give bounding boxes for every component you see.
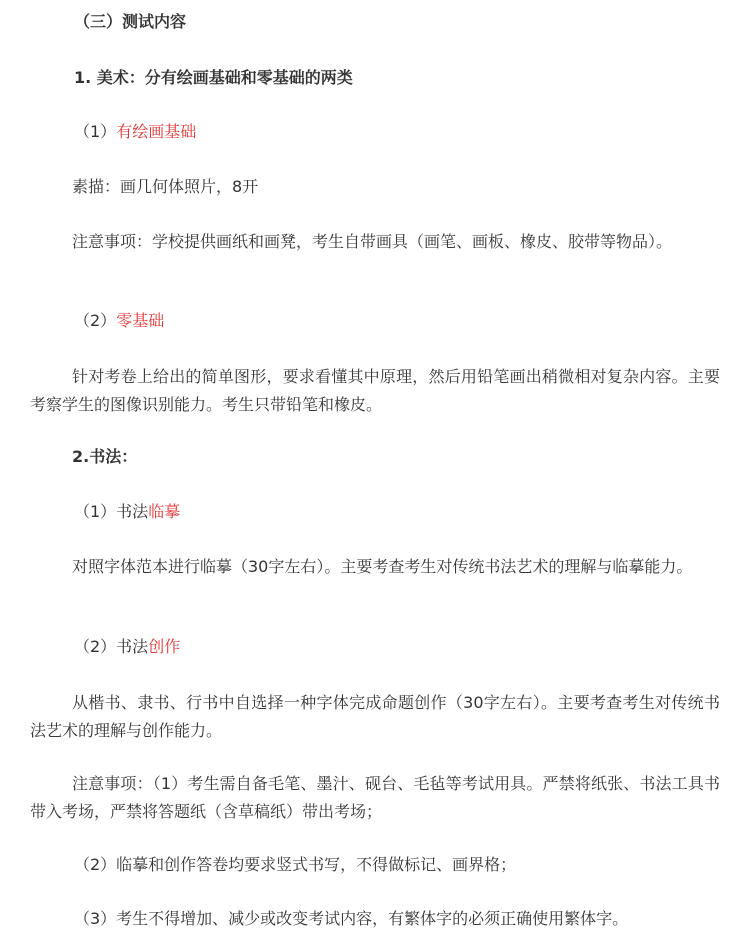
art-title: 1. 美术：分有绘画基础和零基础的两类 — [74, 68, 353, 87]
calligraphy-note2: （2）临摹和创作答卷均要求竖式书写，不得做标记、画界格； — [74, 855, 517, 874]
art-sketch: 素描：画几何体照片，8开 — [72, 177, 259, 196]
calligraphy-note3: （3）考生不得增加、减少或改变考试内容，有繁体字的必须正确使用繁体字。 — [74, 909, 629, 928]
art-sub1-highlight: 有绘画基础 — [116, 122, 197, 141]
art-sub2-prefix: （2） — [74, 311, 117, 330]
art-notes: 注意事项：学校提供画纸和画凳，考生自带画具（画笔、画板、橡皮、胶带等物品）。 — [72, 232, 673, 251]
art-zero-desc: 针对考卷上给出的简单图形，要求看懂其中原理，然后用铅笔画出稍微相对复杂内容。主要考察学生的图像识别能力。考生只带铅笔和橡皮。 — [30, 367, 720, 414]
calligraphy-sub2-prefix: （2）书法 — [74, 637, 149, 656]
art-sub1-prefix: （1） — [74, 122, 117, 141]
art-sub2-highlight: 零基础 — [116, 311, 165, 330]
calligraphy-copy-desc: 对照字体范本进行临摹（30字左右）。主要考查考生对传统书法艺术的理解与临摹能力。 — [72, 557, 693, 576]
calligraphy-sub1-prefix: （1）书法 — [74, 502, 149, 521]
calligraphy-sub2-highlight: 创作 — [148, 637, 181, 656]
section-heading: （三）测试内容 — [74, 12, 187, 31]
calligraphy-sub1-highlight: 临摹 — [148, 502, 181, 521]
calligraphy-title: 2.书法： — [72, 447, 138, 466]
calligraphy-notes: 注意事项：（1）考生需自备毛笔、墨汁、砚台、毛毡等考试用具。严禁将纸张、书法工具书带入考场，严禁将答题纸（含草稿纸）带出考场； — [30, 774, 720, 821]
art-sub2 — [74, 309, 164, 333]
calligraphy-create-desc: 从楷书、隶书、行书中自选择一种字体完成命题创作（30字左右）。主要考查考生对传统书法艺术的理解与创作能力。 — [30, 693, 720, 740]
art-sub1 — [74, 120, 196, 144]
calligraphy-sub1 — [74, 500, 180, 524]
calligraphy-sub2 — [74, 635, 180, 659]
